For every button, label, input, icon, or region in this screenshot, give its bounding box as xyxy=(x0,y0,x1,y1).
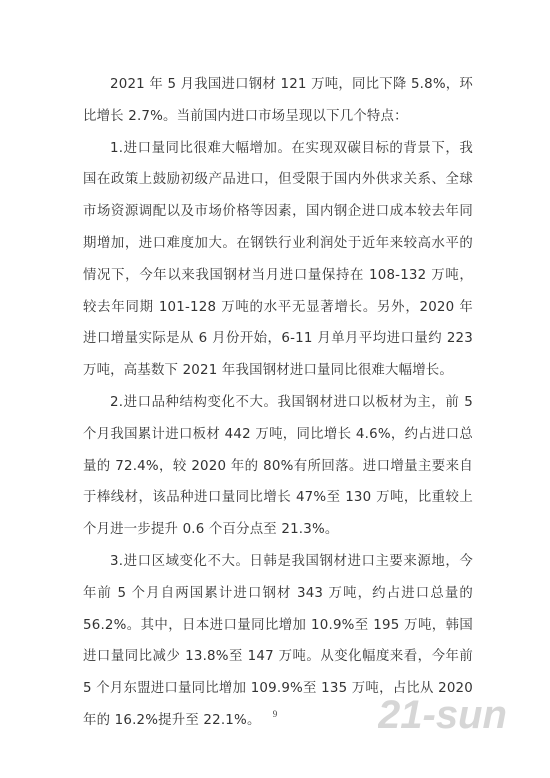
point-2-paragraph: 2.进口品种结构变化不大。我国钢材进口以板材为主，前 5 个月我国累计进口板材 442 万吨，同比增长 4.6%，约占进口总量的 72.4%，较 2020 年的 80%有所回落。进口增量主要来自于棒线材，该品种进口量同比增长 47%至 130 万吨，比重较上个月进一步提升 0.6 个百分点至 21.3%。 xyxy=(83,394,473,538)
watermark-logo xyxy=(378,688,538,740)
document-body xyxy=(83,69,473,737)
intro-paragraph: 2021 年 5 月我国进口钢材 121 万吨，同比下降 5.8%，环比增长 2.7%。当前国内进口市场呈现以下几个特点： xyxy=(83,77,473,124)
point-1-paragraph: 1.进口量同比很难大幅增加。在实现双碳目标的背景下，我国在政策上鼓励初级产品进口，但受限于国内外供求关系、全球市场资源调配以及市场价格等因素，国内钢企进口成本较去年同期增加，进口难度加大。在钢铁行业利润处于近年来较高水平的情况下，今年以来我国钢材当月进口量保持在 108-132 万吨，较去年同期 101-128 万吨的水平无显著增长。另外，2020 年进口增量实际是从 6 月份开始，6-11 月单月平均进口量约 223 万吨，高基数下 2021 年我国钢材进口量同比很难大幅增长。 xyxy=(83,140,473,379)
point-3-paragraph: 3.进口区域变化不大。日韩是我国钢材进口主要来源地，今年前 5 个月自两国累计进口钢材 343 万吨，约占进口总量的 56.2%。其中，日本进口量同比增加 10.9%至 195 万吨，韩国进口量同比减少 13.8%至 147 万吨。从变化幅度来看，今年前 5 个月东盟进口量同比增加 109.9%至 135 万吨，占比从 2020 年的 16.2%提升至 22.1%。 xyxy=(83,553,473,728)
watermark-text: 21-sun xyxy=(378,693,507,737)
page-number: 9 xyxy=(272,709,278,719)
